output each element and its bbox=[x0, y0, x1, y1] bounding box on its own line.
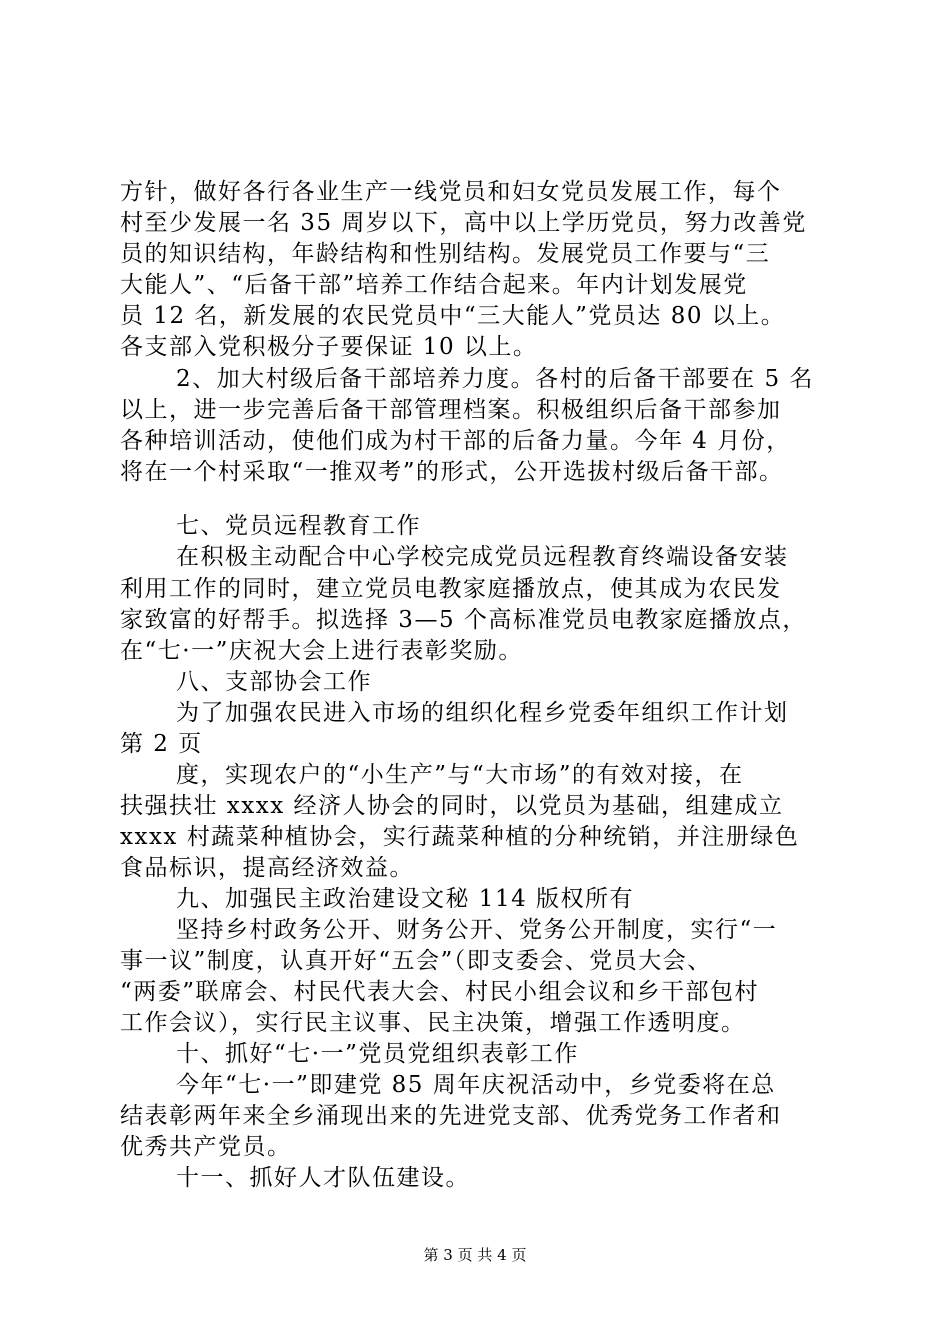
text-line: 以上，进一步完善后备干部管理档案。积极组织后备干部参加 bbox=[120, 397, 782, 423]
text-line: 结表彰两年来全乡涌现出来的先进党支部、优秀党务工作者和 bbox=[120, 1103, 782, 1129]
text-line: 工作会议），实行民主议事、民主决策，增强工作透明度。 bbox=[120, 1010, 746, 1036]
text-line: 扶强扶壮 xxxx 经济人协会的同时，以党员为基础，组建成立 bbox=[120, 793, 784, 819]
text-line: 村至少发展一名 35 周岁以下，高中以上学历党员，努力改善党 bbox=[120, 210, 807, 236]
text-line: 大能人”、“后备干部”培养工作结合起来。年内计划发展党 bbox=[120, 272, 748, 298]
text-line: 度，实现农户的“小生产”与“大市场”的有效对接，在 bbox=[176, 762, 744, 788]
text-line: 方针，做好各行各业生产一线党员和妇女党员发展工作，每个 bbox=[120, 179, 782, 205]
text-line: 将在一个村采取“一推双考”的形式，公开选拔村级后备干部。 bbox=[120, 459, 784, 485]
text-line: 家致富的好帮手。拟选择 3—5 个高标准党员电教家庭播放点， bbox=[120, 607, 807, 633]
section-heading: 七、党员远程教育工作 bbox=[176, 513, 421, 539]
text-line: 在积极主动配合中心学校完成党员远程教育终端设备安装 bbox=[176, 544, 789, 570]
text-line: 坚持乡村政务公开、财务公开、党务公开制度，实行“一 bbox=[176, 917, 778, 943]
text-line: “两委”联席会、村民代表大会、村民小组会议和乡干部包村 bbox=[120, 979, 760, 1005]
text-line: 食品标识，提高经济效益。 bbox=[120, 855, 414, 881]
text-line: 各种培训活动，使他们成为村干部的后备力量。今年 4 月份， bbox=[120, 428, 791, 454]
text-line: 事一议”制度，认真开好“五会”（即支委会、党员大会、 bbox=[120, 948, 712, 974]
section-heading: 九、加强民主政治建设文秘 114 版权所有 bbox=[176, 886, 635, 912]
text-line: 今年“七·一”即建党 85 周年庆祝活动中，乡党委将在总 bbox=[176, 1072, 776, 1098]
text-line: 优秀共产党员。 bbox=[120, 1134, 292, 1160]
text-line: 2、加大村级后备干部培养力度。各村的后备干部要在 5 名 bbox=[176, 366, 814, 392]
inline-page-marker: 第 2 页 bbox=[120, 731, 203, 757]
section-heading: 八、支部协会工作 bbox=[176, 669, 372, 695]
section-heading: 十一、抓好人才队伍建设。 bbox=[176, 1165, 470, 1191]
page-footer: 第 3 页 共 4 页 bbox=[423, 1246, 527, 1264]
text-line: 员的知识结构，年龄结构和性别结构。发展党员工作要与“三 bbox=[120, 241, 771, 267]
text-line: 各支部入党积极分子要保证 10 以上。 bbox=[120, 334, 538, 360]
text-line: 为了加强农民进入市场的组织化程乡党委年组织工作计划 bbox=[176, 700, 789, 726]
text-line: 员 12 名，新发展的农民党员中“三大能人”党员达 80 以上。 bbox=[120, 303, 786, 329]
section-heading: 十、抓好“七·一”党员党组织表彰工作 bbox=[176, 1041, 579, 1067]
text-line: 在“七·一”庆祝大会上进行表彰奖励。 bbox=[120, 638, 523, 664]
text-line: xxxx 村蔬菜种植协会，实行蔬菜种植的分种统销，并注册绿色 bbox=[120, 824, 800, 850]
text-line: 利用工作的同时，建立党员电教家庭播放点，使其成为农民发 bbox=[120, 576, 782, 602]
